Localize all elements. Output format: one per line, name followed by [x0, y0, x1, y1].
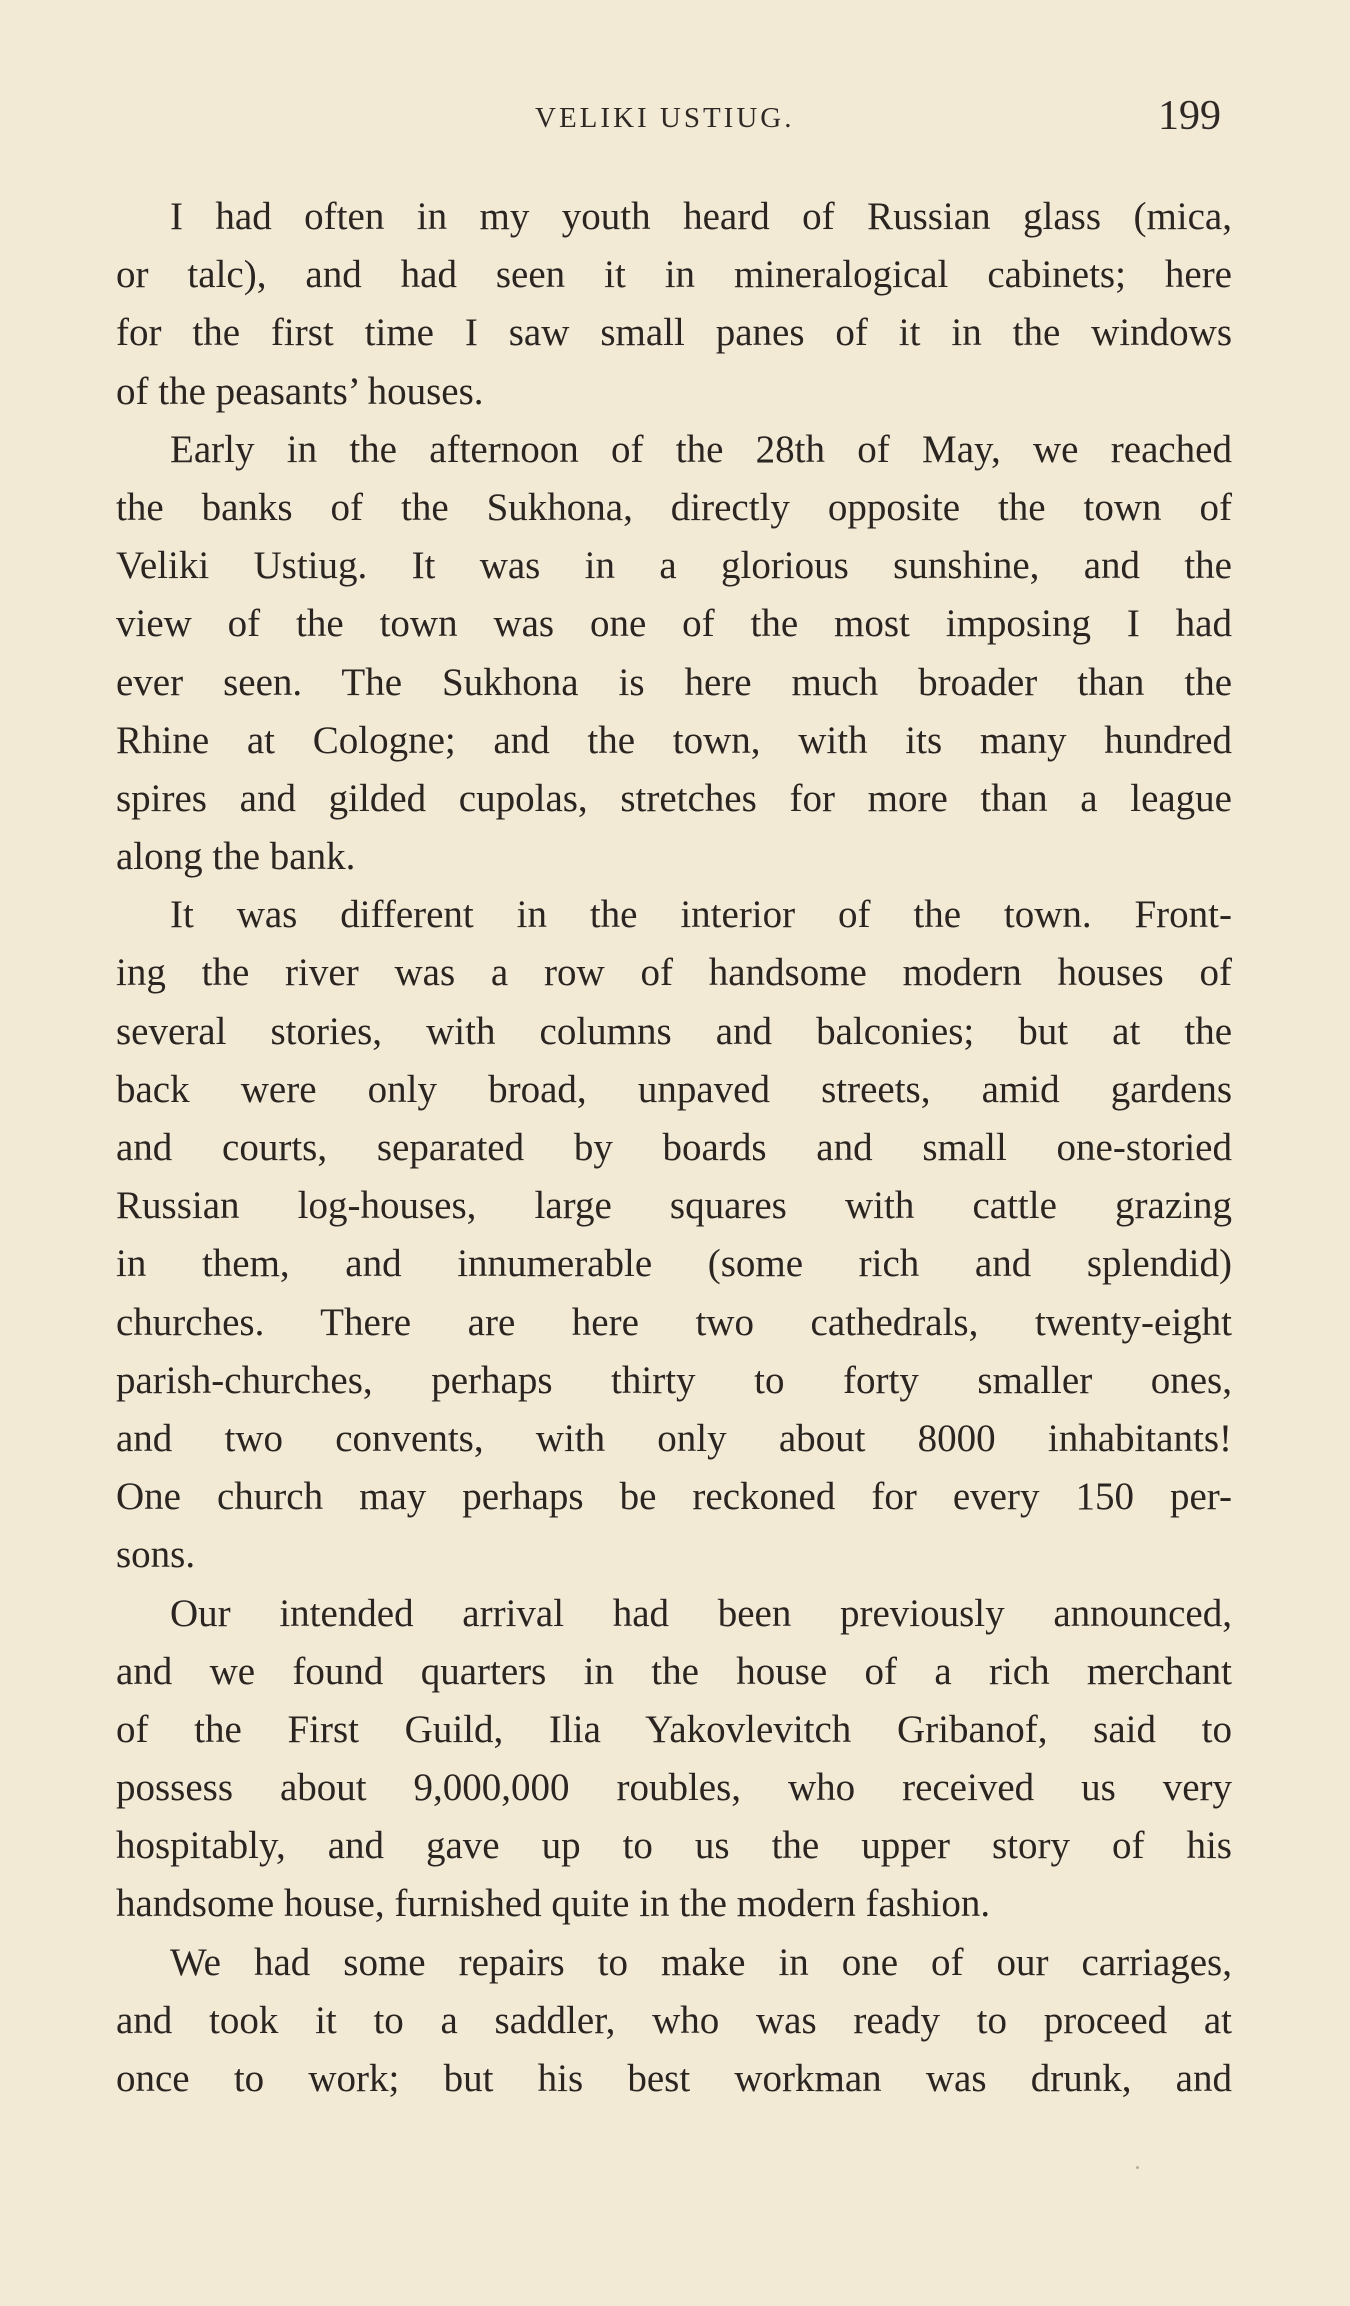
text-line: and took it to a saddler, who was ready to proceed at [116, 1998, 1232, 2042]
text-line: and courts, separated by boards and small one-storied [116, 1126, 1232, 1169]
running-head [0, 92, 1350, 142]
text-line: One church may perhaps be reckoned for every 150 per- [116, 1475, 1232, 1519]
text-line: sons. [116, 1533, 196, 1577]
text-line: and we found quarters in the house of a rich merchant [116, 1649, 1232, 1693]
paper-speck [1136, 2166, 1139, 2169]
text-line: back were only broad, unpaved streets, amid gardens [116, 1067, 1232, 1111]
text-line: It was different in the interior of the town. Front- [170, 893, 1232, 937]
text-line: ever seen. The Sukhona is here much broader than the [116, 660, 1232, 704]
text-line: ing the river was a row of handsome modern houses of [116, 951, 1232, 995]
running-title: VELIKI USTIUG. [535, 102, 795, 134]
text-line: I had often in my youth heard of Russian glass (mica, [170, 195, 1232, 238]
text-line: along the bank. [116, 835, 356, 879]
text-line: parish-churches, perhaps thirty to forty smaller ones, [116, 1358, 1232, 1402]
text-line: view of the town was one of the most imposing I had [116, 602, 1232, 646]
text-line: Russian log-houses, large squares with cattle grazing [116, 1184, 1232, 1228]
text-line: Rhine at Cologne; and the town, with its many hundred [116, 718, 1232, 762]
text-line: Early in the afternoon of the 28th of May, we reached [170, 427, 1232, 471]
text-line: for the first time I saw small panes of it in the windows [116, 311, 1232, 355]
text-line: of the peasants’ houses. [116, 369, 484, 413]
body-text [116, 188, 1232, 2108]
text-line: hospitably, and gave up to us the upper story of his [116, 1824, 1232, 1868]
text-line: spires and gilded cupolas, stretches for more than a league [116, 776, 1232, 820]
text-line: Veliki Ustiug. It was in a glorious sunshine, and the [116, 544, 1232, 588]
text-line: and two convents, with only about 8000 inhabitants! [116, 1416, 1232, 1460]
text-line: the banks of the Sukhona, directly opposite the town of [116, 485, 1232, 529]
text-line: possess about 9,000,000 roubles, who received us very [116, 1766, 1232, 1810]
text-line: several stories, with columns and balconies; but at the [116, 1009, 1232, 1053]
text-line: in them, and innumerable (some rich and splendid) [116, 1242, 1232, 1286]
page-number: 199 [1158, 93, 1221, 139]
text-line: of the First Guild, Ilia Yakovlevitch Gribanof, said to [116, 1707, 1232, 1751]
text-line: or talc), and had seen it in mineralogical cabinets; here [116, 253, 1232, 297]
text-line: once to work; but his best workman was drunk, and [116, 2057, 1232, 2100]
text-line: We had some repairs to make in one of our carriages, [170, 1940, 1232, 1984]
text-line: Our intended arrival had been previously announced, [170, 1591, 1232, 1635]
text-line: churches. There are here two cathedrals, twenty-eight [116, 1300, 1232, 1344]
text-line: handsome house, furnished quite in the modern fashion. [116, 1882, 991, 1926]
